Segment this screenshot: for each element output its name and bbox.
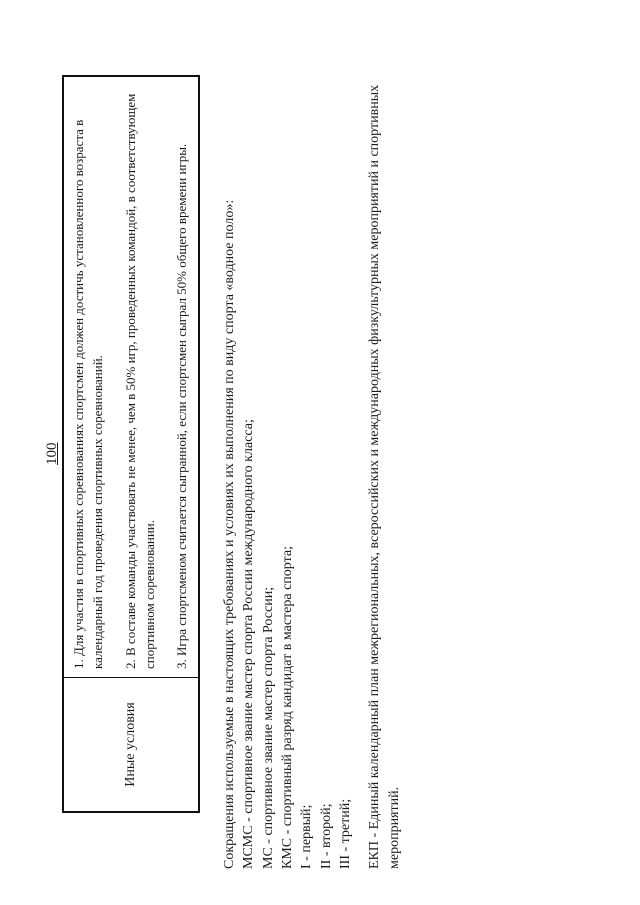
- abbreviations-intro: Сокращения используемые в настоящих требованиях и условиях их выполнения по виду спорта «водное поло»:: [222, 199, 237, 869]
- abbreviation-line: I - первый;: [299, 804, 315, 869]
- abbreviation-line: II - второй;: [318, 803, 334, 869]
- abbreviation-line: МС - спортивное звание мастер спорта России;: [260, 586, 276, 869]
- condition-item-2: 2. В составе команды участвовать не менее, чем в 50% игр, проведенных командой, в соответствующем спортивном соревновании.: [122, 93, 157, 669]
- conditions-table: [62, 75, 200, 813]
- ekp-definition: ЕКП - Единый календарный план межрегиональных, всероссийских и международных физкультурных мероприятий и спортивных мероприятий.: [367, 84, 402, 869]
- page-number: 100: [44, 442, 60, 465]
- table-label-cell: [63, 678, 199, 813]
- abbreviation-line: КМС - спортивный разряд кандидат в мастера спорта;: [279, 546, 295, 869]
- abbreviation-line: III - третий;: [337, 798, 353, 869]
- abbreviations-section: [220, 39, 404, 869]
- table-items-cell: [63, 76, 199, 678]
- condition-item-1: 1. Для участия в спортивных соревнованиях спортсмен должен достичь установленного возраста в календарный год проведения спортивных соревнований.: [71, 119, 105, 669]
- condition-item-3: 3. Игра спортсменом считается сыгранной, если спортсмен сыграл 50% общего времени игры.: [174, 143, 190, 669]
- table-label: Иные условия: [122, 702, 138, 787]
- abbreviation-line: МСМС - спортивное звание мастер спорта России международного класса;: [241, 419, 257, 869]
- table-row: [63, 76, 199, 812]
